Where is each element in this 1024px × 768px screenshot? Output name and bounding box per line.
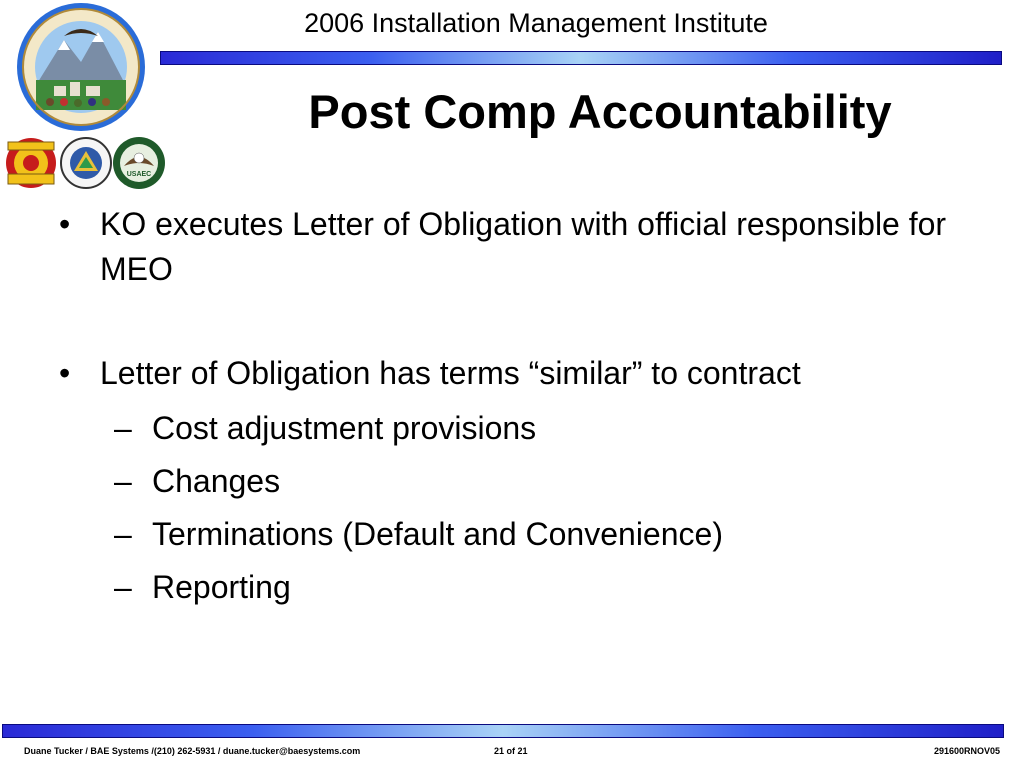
bullet-list <box>56 202 956 614</box>
sub-bullet-mark: – <box>114 410 132 446</box>
bullet-text: Letter of Obligation has terms “similar” to contract <box>100 355 801 391</box>
bottom-divider-bar <box>2 724 1004 738</box>
sub-bullet-text: Reporting <box>152 569 291 605</box>
sub-bullet-text: Changes <box>152 463 281 499</box>
bullet-content <box>56 202 956 673</box>
footer-contact: Duane Tucker / BAE Systems /(210) 262-5931 / duane.tucker@baesystems.com <box>24 746 361 756</box>
sub-bullet-mark: – <box>114 516 132 552</box>
sub-bullet-item <box>100 455 956 508</box>
sub-bullet-mark: – <box>114 569 132 605</box>
bullet-item <box>56 202 956 292</box>
bullet-text: KO executes Letter of Obligation with official responsible for MEO <box>100 206 947 287</box>
footer-page-number: 21 of 21 <box>494 746 528 756</box>
bullet-mark: • <box>59 355 71 391</box>
community-family-seal-icon <box>60 136 112 190</box>
acsim-seal-icon <box>14 2 148 132</box>
sub-bullet-text: Cost adjustment provisions <box>152 410 537 446</box>
sub-bullet-list <box>100 402 956 614</box>
sub-bullet-text: Terminations (Default and Convenience) <box>152 516 723 552</box>
sub-bullet-item <box>100 402 956 455</box>
bullet-mark: • <box>59 206 71 242</box>
svg-text:USAEC: USAEC <box>126 171 152 178</box>
footer-doc-id: 291600RNOV05 <box>933 746 1000 756</box>
bullet-item <box>56 351 956 614</box>
usaec-seal-icon <box>112 136 166 190</box>
sub-bullet-mark: – <box>114 463 132 499</box>
sub-bullet-item <box>100 508 956 561</box>
slide-title: Post Comp Accountability <box>308 85 892 138</box>
sub-bullet-item <box>100 561 956 614</box>
institute-title: 2006 Installation Management Institute <box>304 8 768 38</box>
army-seal-icon <box>2 136 60 190</box>
top-divider-bar <box>160 51 1002 65</box>
